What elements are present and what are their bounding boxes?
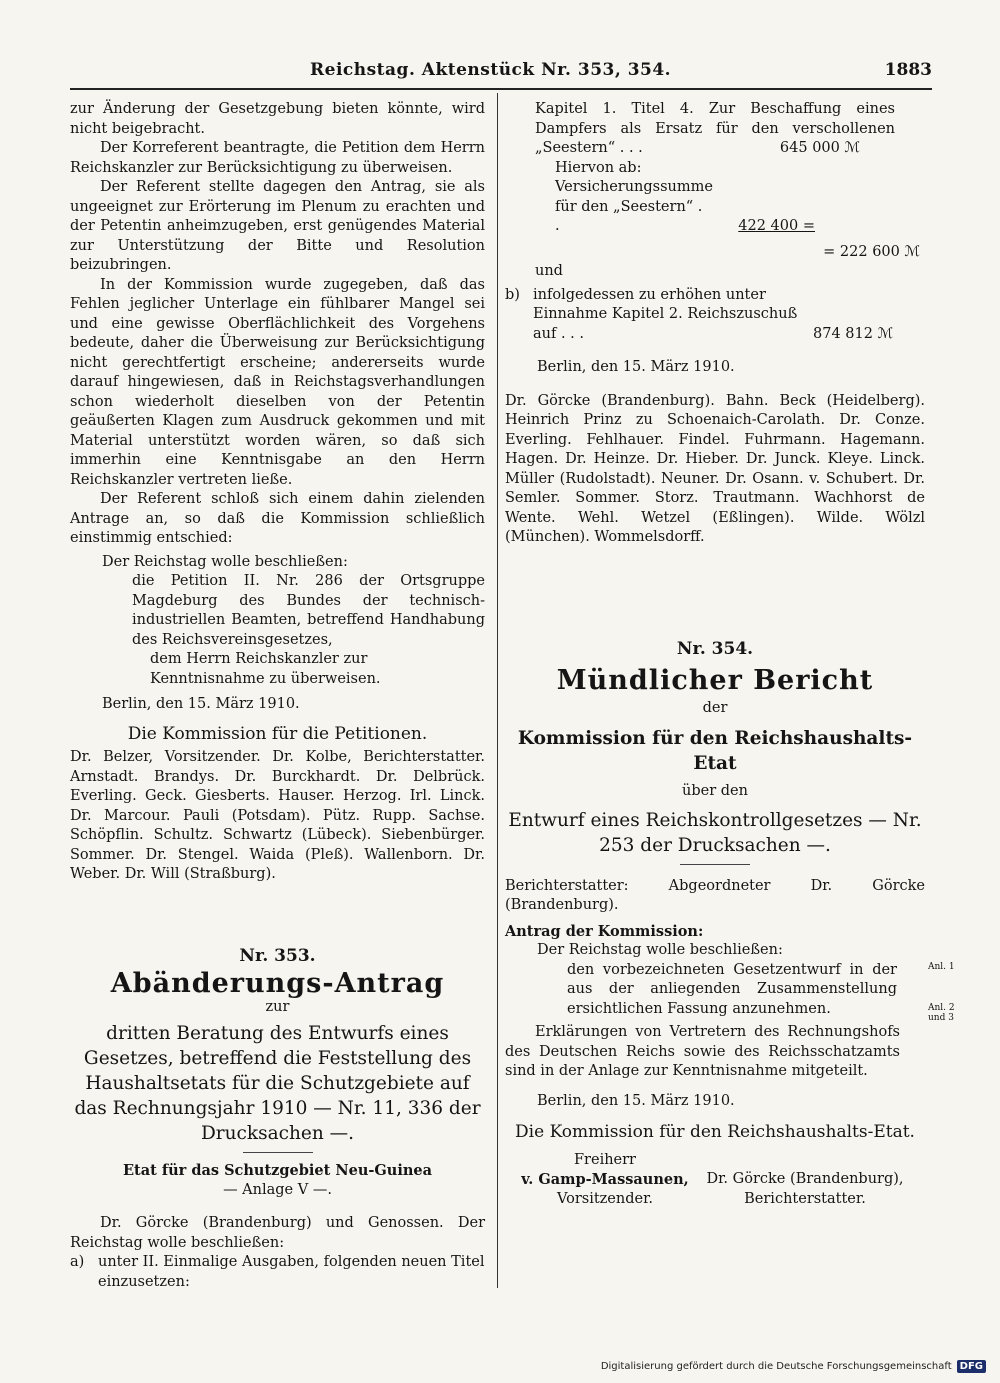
document-number: Nr. 353. <box>239 945 316 966</box>
signature-chair <box>505 1151 705 1210</box>
resolution-intro: Der Reichstag wolle beschließen: <box>537 942 783 958</box>
paragraph: In der Kommission wurde zugegeben, daß das Fehlen jeglicher Unterlage ein fühlbarer Mangel sei und eine gewisse Oberflächlichkeit des Vorgehens bedeute, daher die Überweisung zur Berücksichtigung nicht gerechtfertigt erscheine; andererseits wurde darauf hingewiesen, daß in Reichstagsverhandlungen schon wiederholt dieselben von der Petentin geäußerten Klagen zum Ausdruck gekommen und mit Material unterstützt worden wären, so daß sich immerhin eine Kenntnisgabe an den Herrn Reichskanzler vertreten ließe. <box>70 276 485 488</box>
connector-word: zur <box>265 998 290 1015</box>
hiervon-text: Hiervon ab: Versicherungssumme für den „Seestern“ . . <box>555 159 713 234</box>
header-title: Reichstag. Aktenstück Nr. 353, 354. <box>310 60 672 80</box>
kapitel-block <box>535 100 895 237</box>
document-number: Nr. 354. <box>676 638 754 659</box>
document-title: Abänderungs-Antrag <box>110 968 445 999</box>
item-text: infolgedessen zu erhöhen unter Einnahme Kapitel 2. Reichszuschuß auf . . . <box>533 286 798 342</box>
members-list: Dr. Belzer, Vorsitzender. Dr. Kolbe, Berichterstatter. Arnstadt. Brandys. Dr. Burckhardt. Dr. Delbrück. Everling. Geck. Giesberts. Hauser. Herzog. Irl. Linck. Dr. Marcour. Pauli (Potsdam). Pütz. Rupp. Sachse. Schöpflin. Schultz. Schwartz (Lübeck). Siebenbürger. Sommer. Dr. Stengel. Waida (Pleß). Wallenborn. Dr. Weber. Dr. Will (Straßburg). <box>70 749 485 882</box>
signers-list: Dr. Görcke (Brandenburg). Bahn. Beck (Heidelberg). Heinrich Prinz zu Schoenaich-Carolath. Dr. Conze. Everling. Fehlhauer. Findel. Fuhrmann. Hagemann. Hagen. Dr. Heinze. Dr. Hieber. Dr. Junck. Kleye. Linck. Müller (Rudolstadt). Neuner. Dr. Osann. v. Schubert. Dr. Semler. Sommer. Storz. Trautmann. Wachhorst de Wente. Wehl. Wetzel (Eßlingen). Wilde. Wölzl (München). Wommelsdorff. <box>505 392 925 545</box>
dfg-logo: DFG <box>957 1360 986 1373</box>
left-column <box>70 100 485 1292</box>
connector-word: über den <box>682 783 748 799</box>
signature-role: Vorsitzender. <box>556 1190 654 1207</box>
resolution-text: den vorbezeichneten Gesetzentwurf in der aus der anliegenden Zusammenstellung ersichtlichen Fassung anzunehmen. <box>567 961 897 1017</box>
document-subtitle: dritten Beratung des Entwurfs eines Gesetzes, betreffend die Feststellung des Haushaltsetats für die Schutzgebiete auf das Rechnungsjahr 1910 — Nr. 11, 336 der Drucksachen —. <box>74 1023 481 1144</box>
antrag-heading: Antrag der Kommission: <box>505 922 704 940</box>
kapitel-amount: 645 000 ℳ <box>779 140 860 156</box>
document-subtitle: Entwurf eines Reichskontrollgesetzes — Nr. 253 der Drucksachen —. <box>508 809 922 856</box>
paragraph: Der Referent stellte dagegen den Antrag, sie als ungeeignet zur Erörterung im Plenum zu erachten und der Petentin anheimzugeben, erst genügendes Material zur Unterstützung der Bitte und Resolution beizubringen. <box>70 179 485 273</box>
item-label: b) <box>505 286 520 303</box>
erklaerungen-paragraph: Erklärungen von Vertretern des Rechnungshofs des Deutschen Reichs sowie des Reichsschatzamts sind in der Anlage zur Kenntnisnahme mitgeteilt. <box>505 1024 900 1079</box>
kapitel-text: Kapitel 1. Titel 4. Zur Beschaffung eines Dampfers als Ersatz für den verschollenen „Seestern“ . . . <box>535 101 895 156</box>
document-title: Mündlicher Bericht <box>556 665 874 696</box>
anlage-heading: — Anlage V —. <box>223 1181 332 1198</box>
resolution-text: die Petition II. Nr. 286 der Ortsgruppe Magdeburg des Bundes der technisch-industriellen Beamten, betreffend Handhabung des Reichsvereinsgesetzes, <box>132 573 485 648</box>
signature-rapporteur <box>705 1151 905 1210</box>
right-column <box>505 100 925 1209</box>
paragraph: Der Referent schloß sich einem dahin zielenden Antrage an, so daß die Kommission schließlich einstimmig entschied: <box>70 491 485 546</box>
net-amount: = 222 600 ℳ <box>823 243 920 260</box>
signature-name: Dr. Görcke (Brandenburg), <box>706 1171 904 1187</box>
signature-role: Berichterstatter. <box>744 1190 866 1207</box>
berichterstatter-line: Berichterstatter: Abgeordneter Dr. Görcke (Brandenburg). <box>505 877 925 913</box>
date-line: Berlin, den 15. März 1910. <box>537 1092 735 1109</box>
separator-rule <box>243 1152 313 1153</box>
antrag-paragraph: Dr. Görcke (Brandenburg) und Genossen. Der Reichstag wolle beschließen: <box>70 1215 485 1251</box>
connector-word: der <box>702 699 728 716</box>
page-header <box>70 58 932 90</box>
commission-title: Die Kommission für den Reichshaushalts-Etat. <box>515 1122 915 1142</box>
date-line: Berlin, den 15. März 1910. <box>537 359 735 375</box>
und-word: und <box>535 263 563 279</box>
resolution-text: dem Herrn Reichskanzler zur Kenntnisnahme zu überweisen. <box>150 651 381 687</box>
footer <box>601 1360 986 1373</box>
date-line: Berlin, den 15. März 1910. <box>102 696 300 712</box>
page-number: 1883 <box>884 60 932 80</box>
item-text: unter II. Einmalige Ausgaben, folgenden neuen Titel einzusetzen: <box>98 1254 485 1290</box>
signature-line: Freiherr <box>574 1151 636 1168</box>
signature-name: v. Gamp-Massaunen, <box>521 1171 689 1188</box>
item-a <box>70 1253 485 1292</box>
footer-text: Digitalisierung gefördert durch die Deutsche Forschungsgemeinschaft <box>600 1361 952 1372</box>
margin-note: Anl. 2 und 3 <box>928 1003 955 1023</box>
hiervon-amount: 422 400 = <box>738 218 815 234</box>
paragraph: zur Änderung der Gesetzgebung bieten könnte, wird nicht beigebracht. <box>70 101 485 137</box>
separator-rule <box>680 864 750 865</box>
column-divider <box>497 93 498 1288</box>
item-label: a) <box>70 1254 85 1270</box>
resolution-intro: Der Reichstag wolle beschließen: <box>102 553 348 570</box>
item-amount: 874 812 ℳ <box>813 325 894 342</box>
item-b <box>505 286 925 345</box>
commission-heading: Kommission für den Reichshaushalts-Etat <box>517 728 913 774</box>
paragraph: Der Korreferent beantragte, die Petition dem Herrn Reichskanzler zur Berücksichtigung zu überweisen. <box>70 140 485 176</box>
commission-title: Die Kommission für die Petitionen. <box>127 723 428 744</box>
margin-note: Anl. 1 <box>928 962 955 972</box>
signature-block <box>505 1151 925 1210</box>
etat-heading: Etat für das Schutzgebiet Neu-Guinea <box>122 1162 433 1179</box>
